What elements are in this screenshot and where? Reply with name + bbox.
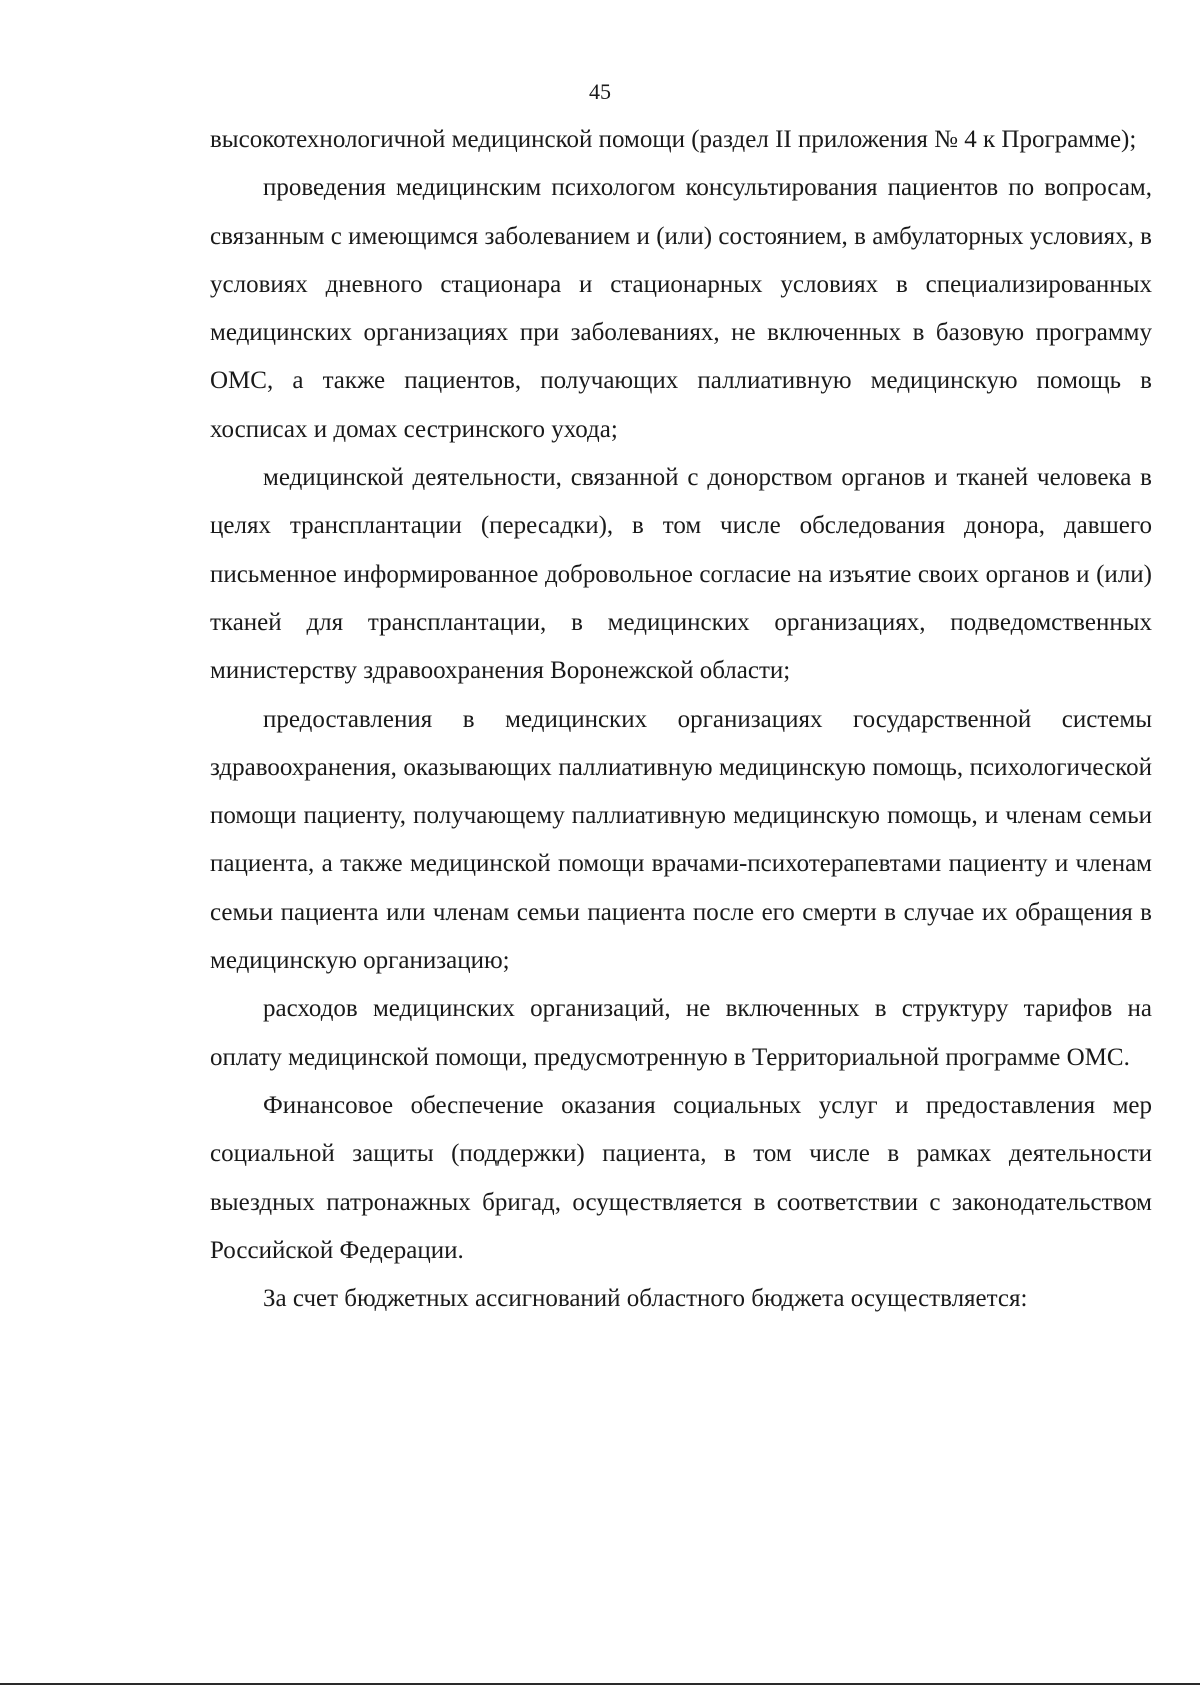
page-number: 45 — [589, 79, 611, 104]
paragraph-continuation: высокотехнологичной медицинской помощи (раздел II приложения № 4 к Программе); — [210, 126, 1137, 153]
paragraph-expenses-not-in-tariffs: расходов медицинских организаций, не включенных в структуру тарифов на оплату медицинской помощи, предусмотренную в Территориальной программе ОМС. — [210, 995, 1152, 1071]
document-body — [210, 116, 1152, 1323]
paragraph-psychologist-consulting: проведения медицинским психологом консультирования пациентов по вопросам, связанным с имеющимся заболеванием и (или) состоянием, в амбулаторных условиях, в условиях дневного стационара и стационарных условиях в специализированных медицинских организациях при заболеваниях, не включенных в базовую программу ОМС, а также пациентов, получающих паллиативную медицинскую помощь в хосписах и домах сестринского ухода; — [210, 174, 1152, 443]
paragraph-regional-budget: За счет бюджетных ассигнований областного бюджета осуществляется: — [263, 1285, 1028, 1313]
bottom-scan-edge-line — [0, 1683, 1200, 1685]
paragraph-palliative-psychological-help: предоставления в медицинских организациях государственной системы здравоохранения, оказывающих паллиативную медицинскую помощь, психологической помощи пациенту, получающему паллиативную медицинскую помощь, и членам семьи пациента, а также медицинской помощи врачами-психотерапевтами пациенту и членам семьи пациента или членам семьи пациента после его смерти в случае их обращения в медицинскую организацию; — [210, 705, 1152, 975]
paragraph-social-services-financing: Финансовое обеспечение оказания социальных услуг и предоставления мер социальной защиты (поддержки) пациента, в том числе в рамках деятельности выездных патронажных бригад, осуществляется в соответствии с законодательством Российской Федерации. — [210, 1091, 1152, 1264]
paragraph-organ-donation: медицинской деятельности, связанной с донорством органов и тканей человека в целях трансплантации (пересадки), в том числе обследования донора, давшего письменное информированное добровольное согласие на изъятие своих органов и (или) тканей для трансплантации, в медицинских организациях, подведомственных министерству здравоохранения Воронежской области; — [210, 464, 1152, 685]
